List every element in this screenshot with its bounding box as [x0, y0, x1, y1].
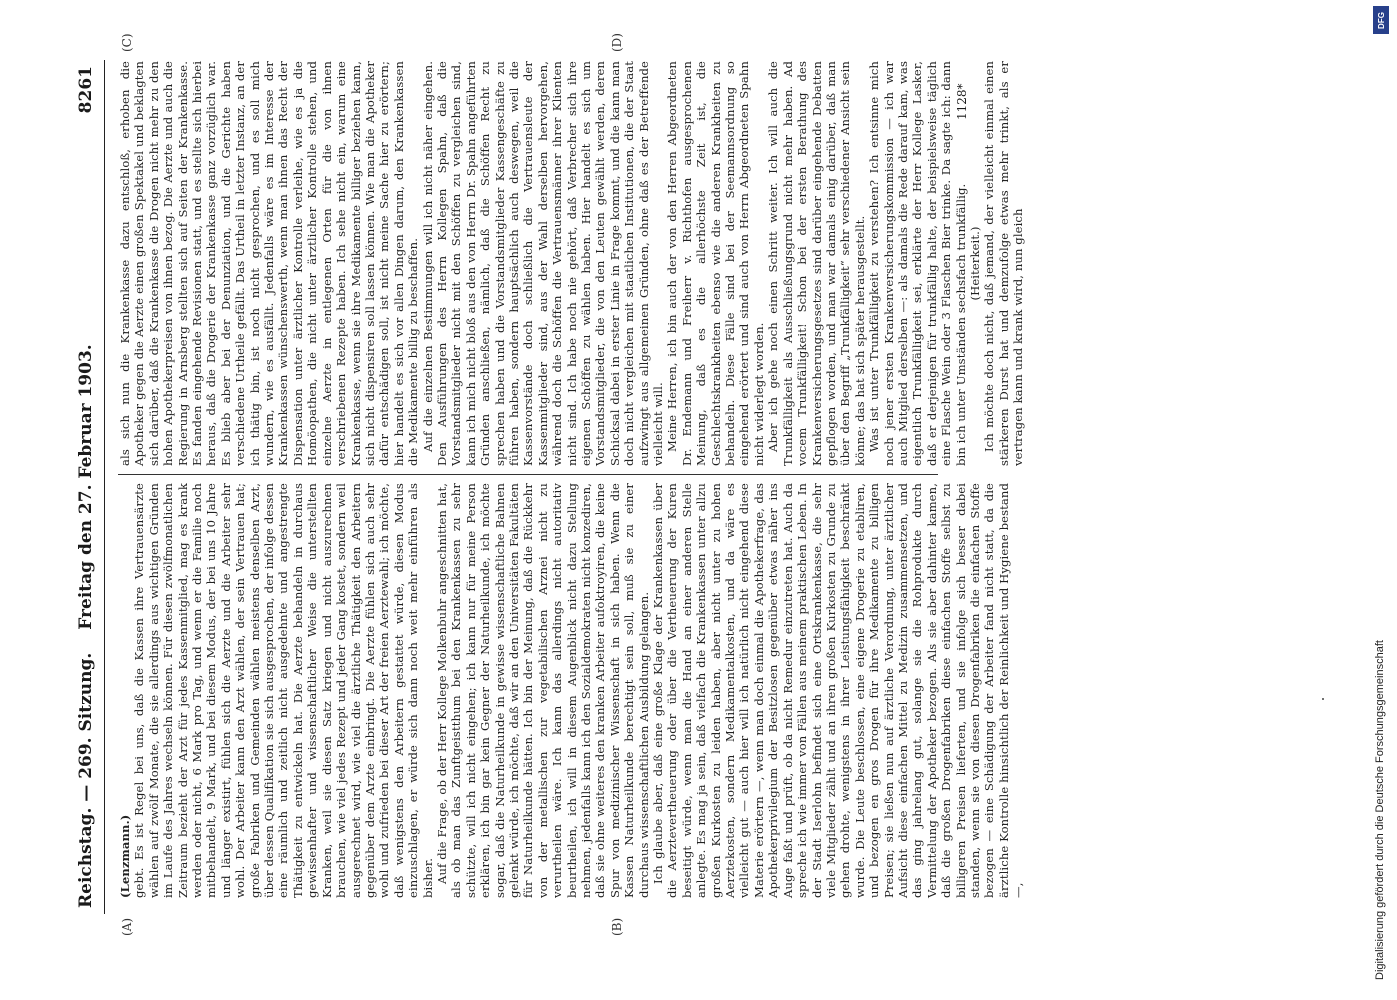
paragraph: Ich glaube aber, daß eine große Klage der Krankenkassen über die Aerztevertheuerung oder über die Vertheuerung der Kuren beseitigt würde, wenn man die Hand an einer anderen Stelle anlegte. Es mag ja sein, daß vielfach die Krankenkassen unter allzu großen Kurkosten zu leiden haben, aber nicht unter zu hohen Aerztekosten, sondern Medikamentalkosten, und da wäre es vielleicht gut — auch hier will ich natürlich nicht eingehend diese Materie erörtern —, wenn man doch einmal die Apothekerfrage, das Apothekerprivilegium der Besitzlosen gegenüber etwas näher ins Auge faßt und prüft, ob da nicht Remedur einzutreten hat. Auch da spreche ich wie immer von Fällen aus meinem praktischen Leben. In der Stadt Iserlohn befindet sich eine Ortskrankenkasse, die sehr viele Mitglieder zählt und an ihren großen Kurkosten zu Grunde zu gehen drohte, wenigstens in ihrer Leistungsfähigkeit beschränkt wurde. Die Leute beschlossen, eine eigene Drogerie zu etabliren, und bezogen en gros Drogen für ihre Medikamente zu billigen Preisen; sie ließen nun auf ärztliche Verordnung, unter ärztlicher Aufsicht diese einfachen Mittel zu Medizin zusammensetzen, und das ging jahrelang gut, solange sie die Rohprodukte durch Vermittelung der Apotheker bezogen. Als sie aber dahinter kamen, daß die großen Drogenfabriken diese einfachen Stoffe selbst zu billigeren Preisen lieferten, und sie infolge sich besser dabei standen, wenn sie von diesen Drogenfabriken die einfachen Stoffe bezogen — eine Schädigung der Arbeiter fand nicht statt, da die ärztliche Kontrolle hinsichtlich der Reinlichkeit und Hygiene bestand —, — [651, 483, 1026, 898]
paragraph: Ich möchte doch nicht, daß jemand, der vielleicht einmal einen stärkeren Durst hat und demzufolge etwas mehr trinkt, als er vertragen kann und krank wird, nun gleich — [982, 61, 1026, 466]
margin-mark-d: (D) — [610, 33, 624, 52]
paragraph: gebt. Es ist Regel bei uns, daß die Kassen ihre Vertrauensärzte wählen auf zwölf Monate, die sie allerdings aus wichtigen Gründen im Laufe des Jahres wechseln können. Für diesen zwölfmonatlichen Zeitraum bezieht der Arzt für jedes Kassenmitglied, mag es krank werden oder nicht, 6 Mark pro Tag, und wenn er die Familie noch mitbehandelt, 9 Mark, und bei diesem Modus, der bei uns 10 Jahre und länger existirt, fühlen sich die Aerzte und die Arbeiter sehr wohl. Der Arbeiter kann den Arzt wählen, der sein Vertrauen hat; große Fabriken und Gemeinden wählen meistens denselben Arzt, über dessen Qualifikation sie sich ausgesprochen, der infolge dessen eine räumlich und zeitlich nicht ausgedehnte und angestrengte Thätigkeit zu entwickeln hat. Die Aerzte behandeln in durchaus gewissenhafter und wissenschaftlicher Weise die unterstellten Kranken, weil sie diesen Satz kriegen und nicht auszurechnen brauchen, wie viel jedes Rezept und jeder Gang kostet, sondern weil ausgerechnet wird, wie viel die ärztliche Thätigkeit den Arbeitern gegenüber dem Arzte einbringt. Die Aerzte fühlen sich auch sehr wohl und zufrieden bei dieser Art der freien Aerztewahl; ich möchte, daß wenigstens den Arbeitern gestattet würde, diesen Modus einzuschlagen, er würde sich dann noch weit mehr einführen als bisher. — [132, 483, 435, 898]
interjection: (Heiterkeit.) — [967, 226, 982, 301]
margin-mark-b: (B) — [610, 917, 624, 936]
dfg-logo-icon: DFG — [1373, 6, 1389, 34]
credit-strip — [1371, 0, 1391, 1000]
paragraph: Was ist unter Trunkfälligkeit zu verstehen? Ich entsinne mich noch jener ersten Krankenversicherungskommission — ich war auch Mitglied derselben —: als damals die Rede darauf kam, was eigentlich Trunkfälligkeit sei, erklärte der Herr Kollege Lasker, daß er derjenigen für trunkfällig halte, der beispielsweise täglich eine Flasche Wein oder 3 Flaschen Bier trinke. Da sagte ich: dann bin ich unter Umständen sechsfach trunkfällig. — [867, 61, 968, 466]
running-header — [70, 60, 105, 914]
paragraph: Meine Herren, ich bin auch der von den Herren Abgeordneten Dr. Endemann und Freiherr v. Richthofen ausgesprochenen Meinung, daß es die allerhöchste Zeit ist, die Geschlechtskrankheiten ebenso wie die anderen Krankheiten zu behandeln. Diese Fälle sind bei der Seemannsordnung so eingehend erörtert und sind auch von Herrn Abgeordneten Spahn nicht widerlegt worden. — [665, 61, 766, 466]
speaker-name: (Lenzmann.) — [118, 814, 132, 898]
paragraph: Auf die einzelnen Bestimmungen will ich nicht näher eingehen. Den Ausführungen des Herrn Kollegen Spahn, daß die Vorstandsmitglieder nicht mit den Schöffen zu vergleichen sind, kann ich mich nicht bloß aus den von Herrn Dr. Spahn angeführten Gründen anschließen, nämlich, daß die Schöffen Recht zu sprechen haben und die Vorstandsmitglieder Kassengeschäfte zu führen haben, sondern hauptsächlich auch deswegen, weil die Kassenvorstände doch schließlich die Vertrauensleute der Kassenmitglieder sind, aus der Wahl derselben hervorgehen, während doch die Schöffen die Vertrauensmänner ihrer Klienten nicht sind. Ich habe noch nie gehört, daß Verbrecher sich ihre eigenen Schöffen zu wählen haben. Hier handelt es sich um Vorstandsmitglieder, die von den Leuten gewählt werden, deren Schicksal dabei in erster Linie in Frage kommt, und die kann man doch nicht vergleichen mit staatlichen Institutionen, die der Staat aufzwingt aus allgemeinen Gründen, ohne daß es der Betreffende vielleicht will. — [420, 61, 666, 466]
header-left: Reichstag. — 269. Sitzung. — [76, 652, 96, 908]
page-number: 8261 — [76, 66, 96, 114]
margin-mark-a: (A) — [120, 917, 134, 936]
header-date: Freitag den 27. Februar 1903. — [76, 344, 96, 630]
paragraph: als sich nun die Krankenkasse dazu entschloß, erhoben die Apotheker gegen die Aerzte einen großen Spektakel und beklagten sich darüber, daß die Krankenkasse die Drogen nicht mehr zu den hohen Apothekerpreisen von ihnen bezog. Die Aerzte und auch die Regierung in Arnsberg stellten sich auf Seiten der Krankenkasse. Es fanden eingehende Revisionen statt, und es stellte sich hierbei heraus, daß die Drogerie der Krankenkasse ganz vorzüglich war. Es blieb aber bei der Denunziation, und die Gerichte haben verschiedene Urtheile gefällt. Das Urtheil in letzter Instanz, an der ich thätig bin, ist noch nicht gesprochen, und es soll mich wundern, wie es ausfällt. Jedenfalls wäre es im Interesse der Krankenkassen wünschenswerth, wenn man ihnen das Recht der Dispensation unter ärztlicher Kontrolle verleihe, wie es ja die Homöopathen, die nicht unter ärztlicher Kontrolle stehen, und einzelne Aerzte in entlegenen Orten für die von ihnen verschriebenen Rezepte haben. Ich sehe nicht ein, warum eine Krankenkasse, wenn sie ihre Medikamente billiger beziehen kann, sich nicht dispensiren soll lassen können. Wie man die Apotheker dafür entschädigen soll, ist nicht meine Sache hier zu erörtern; hier handelt es sich vor allen Dingen darum, den Krankenkassen die Medikamente billig zu beschaffen. — [118, 61, 421, 466]
scan-speck — [1322, 698, 1324, 700]
column-divider — [118, 474, 938, 475]
margin-mark-c: (C) — [120, 33, 134, 52]
credit-text: Digitalisierung gefördert durch die Deutsche Forschungsgemeinschaft — [1374, 640, 1386, 980]
left-column — [118, 483, 1026, 898]
footer-sheet-number: 1128* — [955, 83, 969, 120]
paragraph: Auf die Frage, ob der Herr Kollege Molkenbuhr angeschnitten hat, als ob man das Zunftgeistthum bei den Krankenkassen zu sehr schützte, will ich nicht eingehen; ich kann nur für meine Person erklären, ich bin gar kein Gegner der Naturheilkunde, ich möchte sogar, daß die Naturheilkunde in gewisse wissenschaftliche Bahnen gelenkt würde, ich möchte, daß wir an den Universitäten Fakultäten für Naturheilkunde hätten. Ich bin der Meinung, daß die Rückkehr von der metallischen zur vegetabilischen Arznei nicht zu verurtheilen wäre. Ich kann das allerdings nicht autoritativ beurtheilen, ich will in diesem Augenblick nicht dazu Stellung nehmen, jedenfalls kann ich den Sozialdemokraten nicht konzediren, daß sie ohne weiteres den kranken Arbeiter aufoktroyiren, die keine Spur von medizinischer Wissenschaft in sich haben. Wenn die Kassen Naturheilkunde berechtigt sein soll, muß sie zu einer durchaus wissenschaftlichen Ausbildung gelangen. — [434, 483, 651, 898]
paragraph: Aber ich gehe noch einen Schritt weiter. Ich will auch die Trunkfälligkeit als Ausschließungsgrund nicht mehr haben. Ad vocem Trunkfälligkeit! Schon bei der ersten Berathung des Krankenversicherungsgesetzes sind darüber eingehende Debatten gepflogen worden, und man war damals einig darüber, daß man über den Begriff „Trunkfälligkeit“ sehr verschiedener Ansicht sein könne; das hat sich später herausgestellt. — [766, 61, 867, 466]
